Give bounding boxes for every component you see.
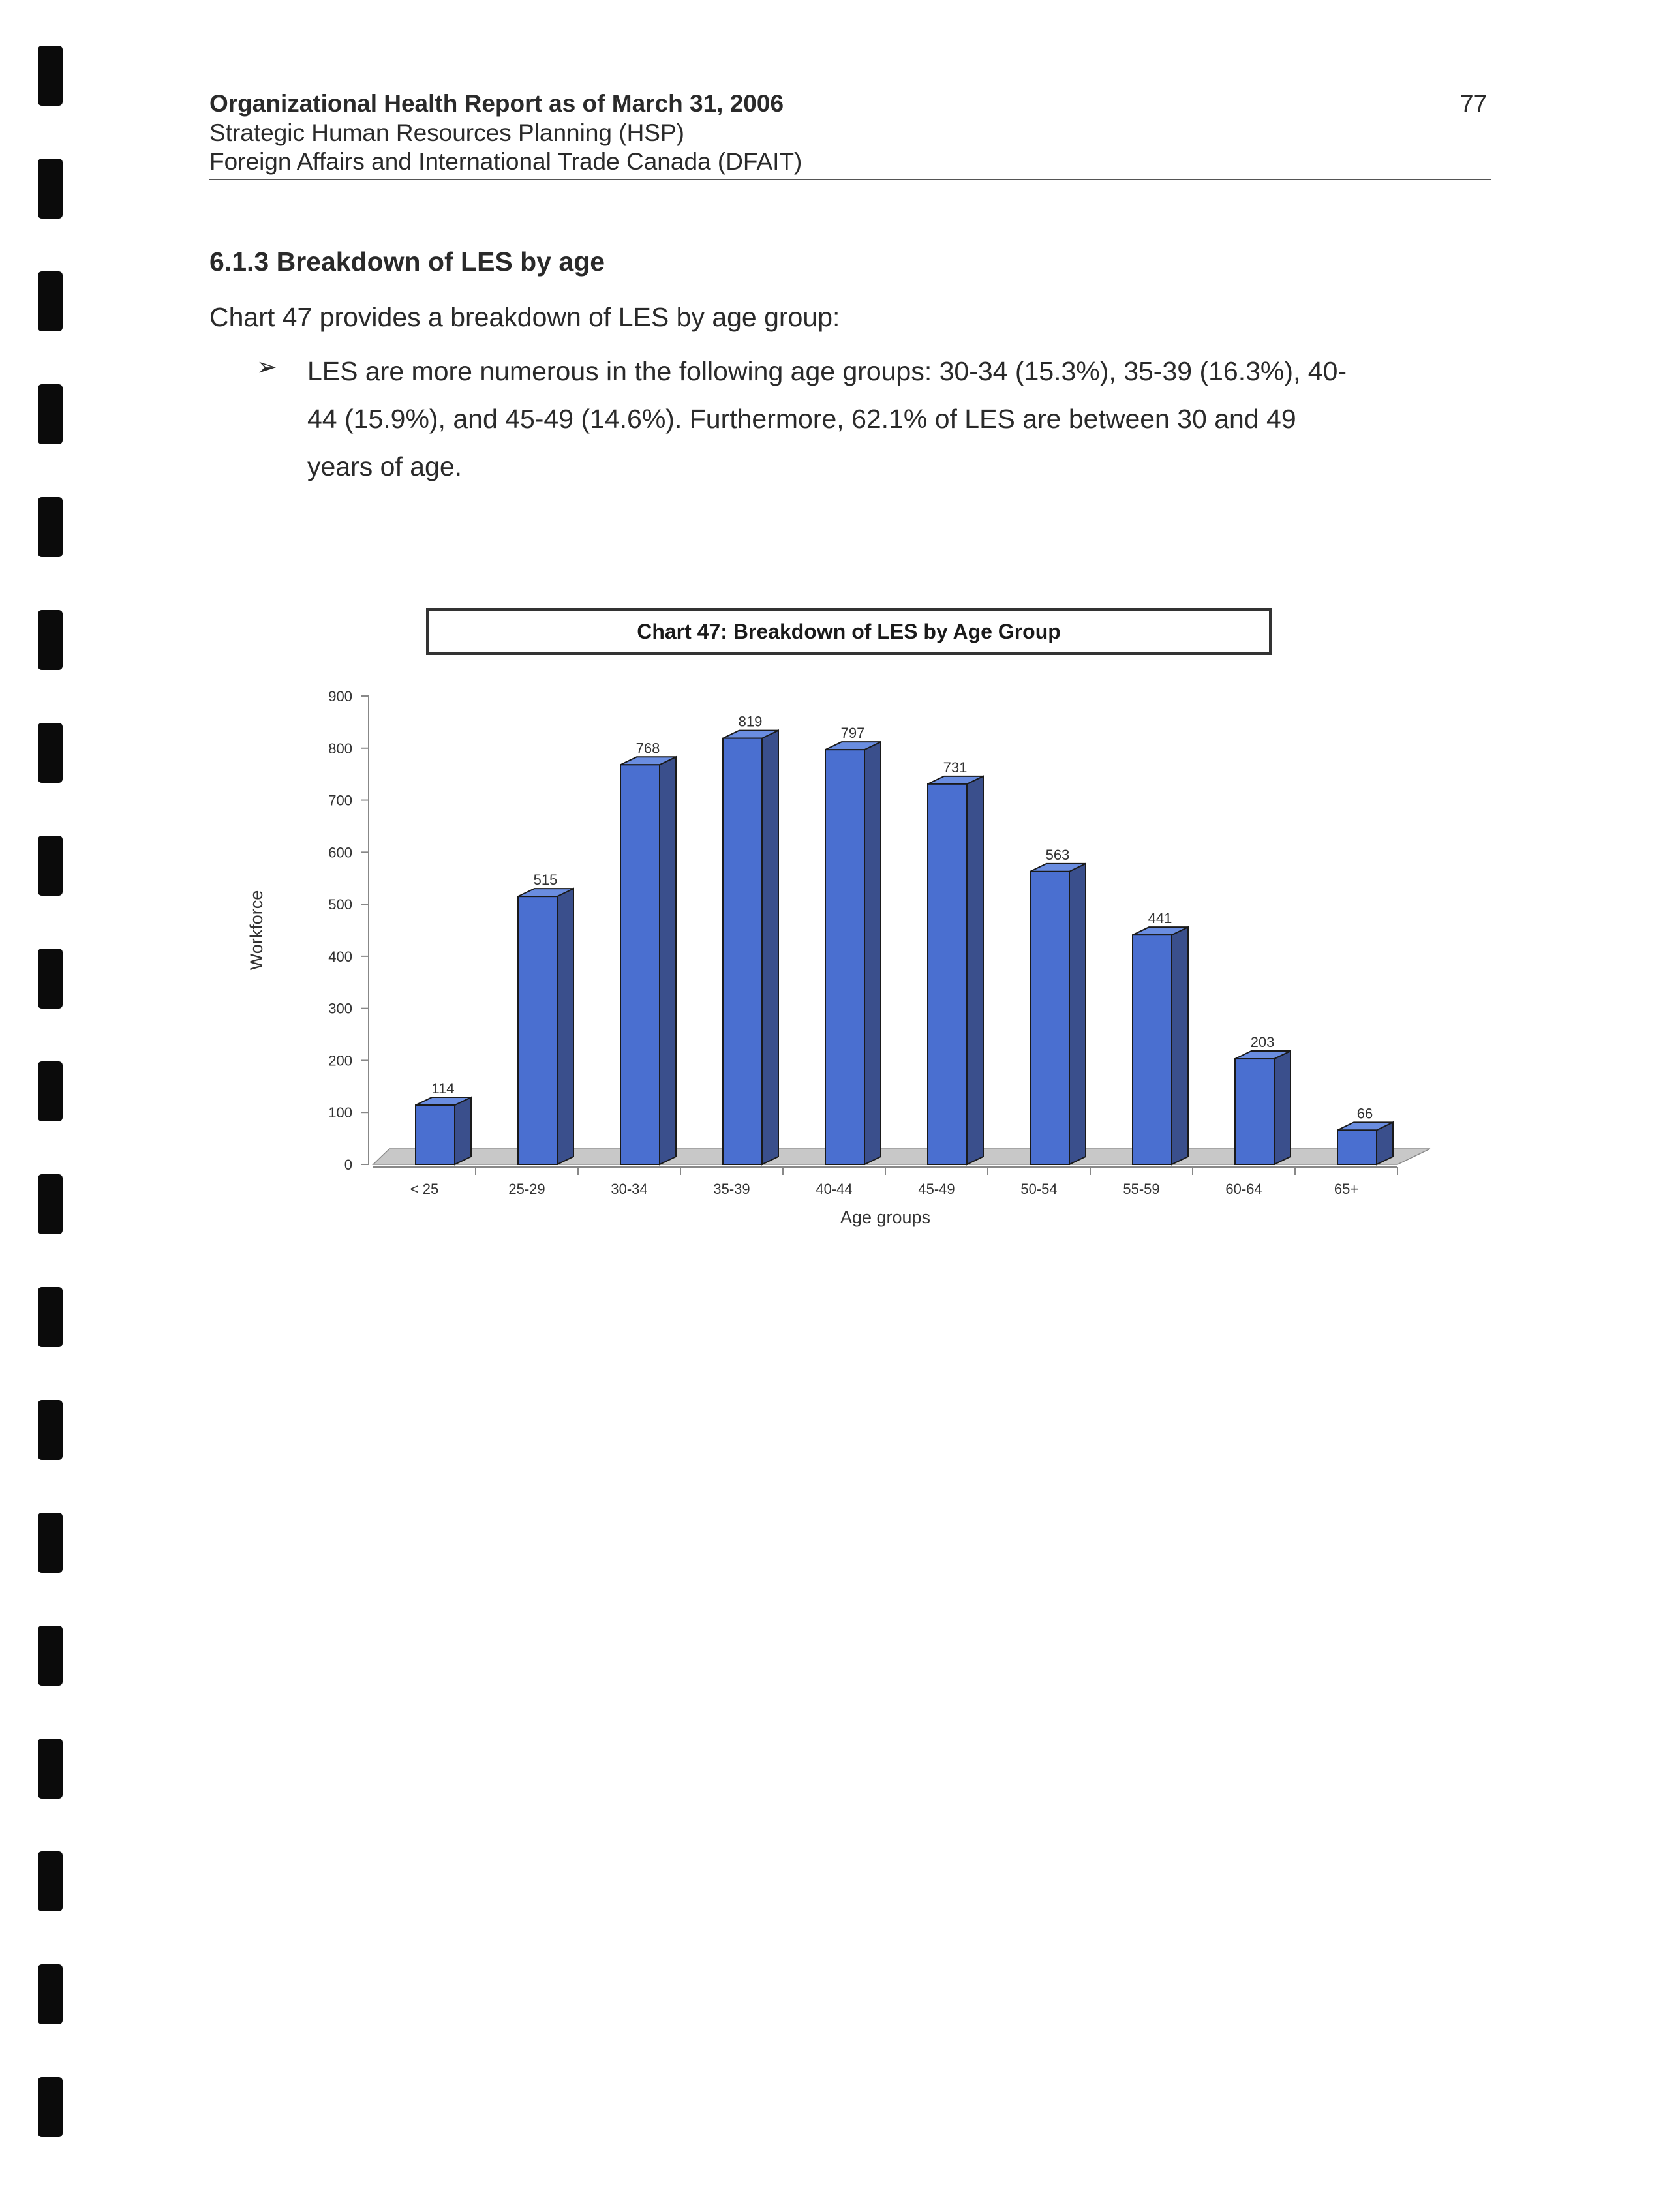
binding-hole <box>38 1851 63 1911</box>
binding-hole <box>38 159 63 219</box>
data-label: 203 <box>1250 1034 1275 1051</box>
bar-side <box>967 776 983 1164</box>
division-name: Strategic Human Resources Planning (HSP) <box>209 119 684 146</box>
y-tick-label: 700 <box>328 792 352 809</box>
data-label: 819 <box>738 713 763 730</box>
bar <box>825 750 864 1164</box>
binding-hole <box>38 271 63 331</box>
department-name: Foreign Affairs and International Trade Canada (DFAIT) <box>209 148 802 175</box>
binding-hole <box>38 46 63 106</box>
y-tick-label: 800 <box>328 740 352 757</box>
page-header <box>209 89 1491 180</box>
report-title: Organizational Health Report as of March 31, 2006 <box>209 90 784 117</box>
bar <box>416 1105 455 1164</box>
binding-hole <box>38 1400 63 1460</box>
binding-hole <box>38 1174 63 1234</box>
binding-hole <box>38 1061 63 1121</box>
bar <box>1030 872 1069 1164</box>
x-tick-label: 65+ <box>1334 1181 1359 1197</box>
binding-hole <box>38 610 63 670</box>
x-tick-label: 55-59 <box>1123 1181 1160 1197</box>
data-label: 441 <box>1148 910 1172 927</box>
y-axis-title: Workforce <box>247 890 266 971</box>
section-title: 6.1.3 Breakdown of LES by age <box>209 247 605 277</box>
bar-side <box>762 731 778 1164</box>
page-number: 77 <box>1460 90 1488 117</box>
x-tick-label: 50-54 <box>1020 1181 1058 1197</box>
binding-hole <box>38 497 63 557</box>
y-tick-label: 300 <box>328 1000 352 1017</box>
x-tick-label: 45-49 <box>918 1181 955 1197</box>
bar <box>723 738 762 1164</box>
y-tick-label: 0 <box>344 1157 352 1173</box>
data-label: 768 <box>635 740 660 757</box>
bullet-arrow-icon: ➢ <box>256 354 277 381</box>
x-tick-label: < 25 <box>410 1181 439 1197</box>
bar-side <box>660 757 676 1164</box>
x-tick-label: 30-34 <box>611 1181 648 1197</box>
bar-side <box>455 1097 471 1164</box>
bar-side <box>557 889 573 1164</box>
data-label: 731 <box>943 759 968 776</box>
bar <box>518 896 557 1164</box>
x-tick-label: 25-29 <box>508 1181 545 1197</box>
x-tick-label: 60-64 <box>1225 1181 1262 1197</box>
bullet-text: LES are more numerous in the following age groups: 30-34 (15.3%), 35-39 (16.3%), 40-44 (15.9%), and 45-49 (14.6%). Furthermore, 62.1% of LES are between 30 and 49 years of age. <box>307 356 1347 481</box>
intro-paragraph: Chart 47 provides a breakdown of LES by age group: <box>209 302 840 332</box>
binding-hole <box>38 723 63 783</box>
binding-hole <box>38 1287 63 1347</box>
y-tick-label: 200 <box>328 1052 352 1069</box>
bar-side <box>1274 1051 1291 1164</box>
x-tick-label: 40-44 <box>816 1181 853 1197</box>
y-tick-label: 600 <box>328 844 352 861</box>
bar <box>1133 935 1172 1164</box>
binding-hole <box>38 2077 63 2137</box>
y-tick-label: 400 <box>328 948 352 965</box>
bar-side <box>1069 864 1086 1164</box>
data-label: 66 <box>1356 1105 1373 1122</box>
chart-title: Chart 47: Breakdown of LES by Age Group <box>426 608 1272 655</box>
y-tick-label: 500 <box>328 896 352 913</box>
binding-holes <box>38 0 64 2188</box>
data-label: 515 <box>533 872 558 889</box>
x-axis-title: Age groups <box>840 1208 931 1227</box>
bar <box>1235 1059 1274 1164</box>
binding-hole <box>38 384 63 444</box>
binding-hole <box>38 1964 63 2024</box>
bar-chart <box>222 600 1448 1239</box>
data-label: 563 <box>1045 846 1070 863</box>
bar <box>928 784 967 1164</box>
y-tick-label: 900 <box>328 688 352 705</box>
binding-hole <box>38 1626 63 1686</box>
data-label: 114 <box>431 1080 455 1097</box>
bar <box>620 765 660 1164</box>
bar-side <box>1172 927 1188 1164</box>
bar-side <box>864 742 881 1164</box>
binding-hole <box>38 1513 63 1573</box>
data-label: 797 <box>840 725 865 742</box>
y-tick-label: 100 <box>328 1104 352 1121</box>
x-tick-label: 35-39 <box>713 1181 750 1197</box>
binding-hole <box>38 836 63 896</box>
binding-hole <box>38 949 63 1009</box>
binding-hole <box>38 1739 63 1799</box>
chart-47 <box>222 600 1448 1239</box>
bar <box>1337 1130 1377 1164</box>
